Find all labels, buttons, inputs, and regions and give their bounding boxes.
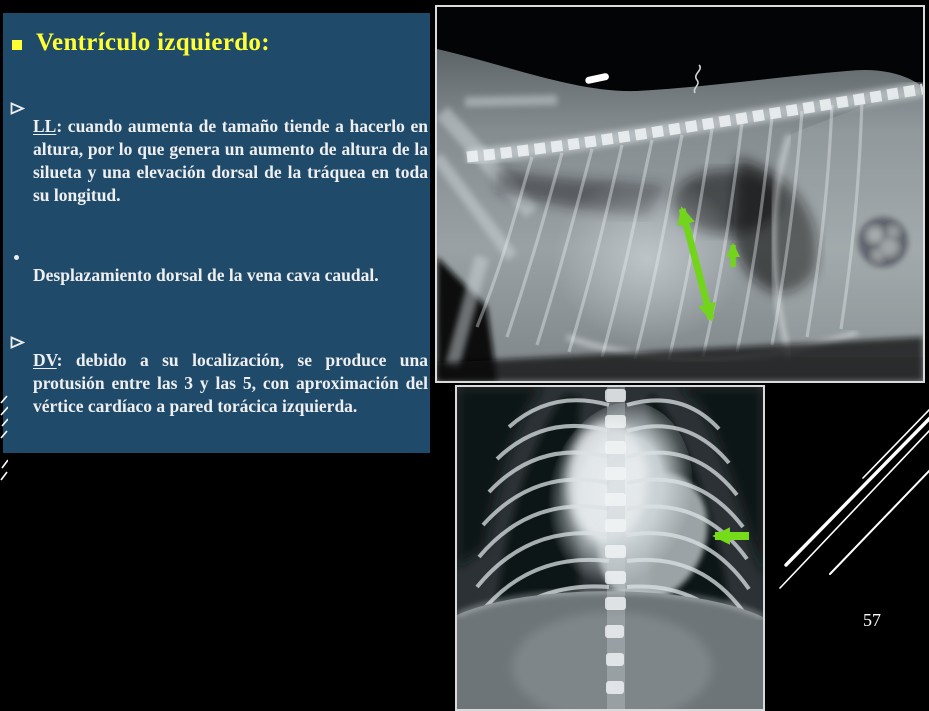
bullet-list bbox=[3, 97, 430, 435]
arrow-bullet-icon bbox=[3, 331, 33, 354]
dot-bullet-icon bbox=[3, 246, 33, 260]
list-item bbox=[3, 97, 430, 224]
term-lead: DV bbox=[33, 349, 57, 370]
lateral-thorax-radiograph bbox=[435, 5, 925, 383]
intestinal-mottle bbox=[858, 217, 908, 267]
list-item-text bbox=[33, 349, 428, 418]
list-item bbox=[3, 331, 430, 435]
item-body: : debido a su localización, se produce una protusión entre las 3 y las 5, con aproximación del vértice cardíaco a pared torácica izquierda. bbox=[33, 349, 428, 416]
list-item-text bbox=[33, 264, 428, 287]
diagonal-lines-decoration bbox=[769, 400, 929, 646]
content-panel bbox=[3, 13, 430, 453]
lateral-radiograph-image bbox=[437, 7, 923, 381]
item-body: : cuando aumenta de tamaño tiende a hacerlo en altura, por lo que genera un aumento de altura de la silueta y una elevación dorsal de la tráquea en toda su longitud. bbox=[33, 115, 428, 205]
page-number: 57 bbox=[863, 610, 881, 630]
dorsoventral-thorax-radiograph bbox=[455, 385, 765, 711]
title-row bbox=[12, 29, 430, 57]
term-lead: LL bbox=[33, 115, 57, 136]
list-item bbox=[3, 246, 430, 304]
item-body: Desplazamiento dorsal de la vena cava caudal. bbox=[33, 264, 379, 285]
page-title: Ventrículo izquierdo: bbox=[36, 29, 270, 56]
square-bullet-icon bbox=[12, 40, 22, 50]
arrow-bullet-icon bbox=[3, 97, 33, 120]
list-item-text bbox=[33, 115, 428, 207]
dv-radiograph-image bbox=[457, 387, 763, 709]
edge-lines-decoration bbox=[0, 392, 8, 488]
